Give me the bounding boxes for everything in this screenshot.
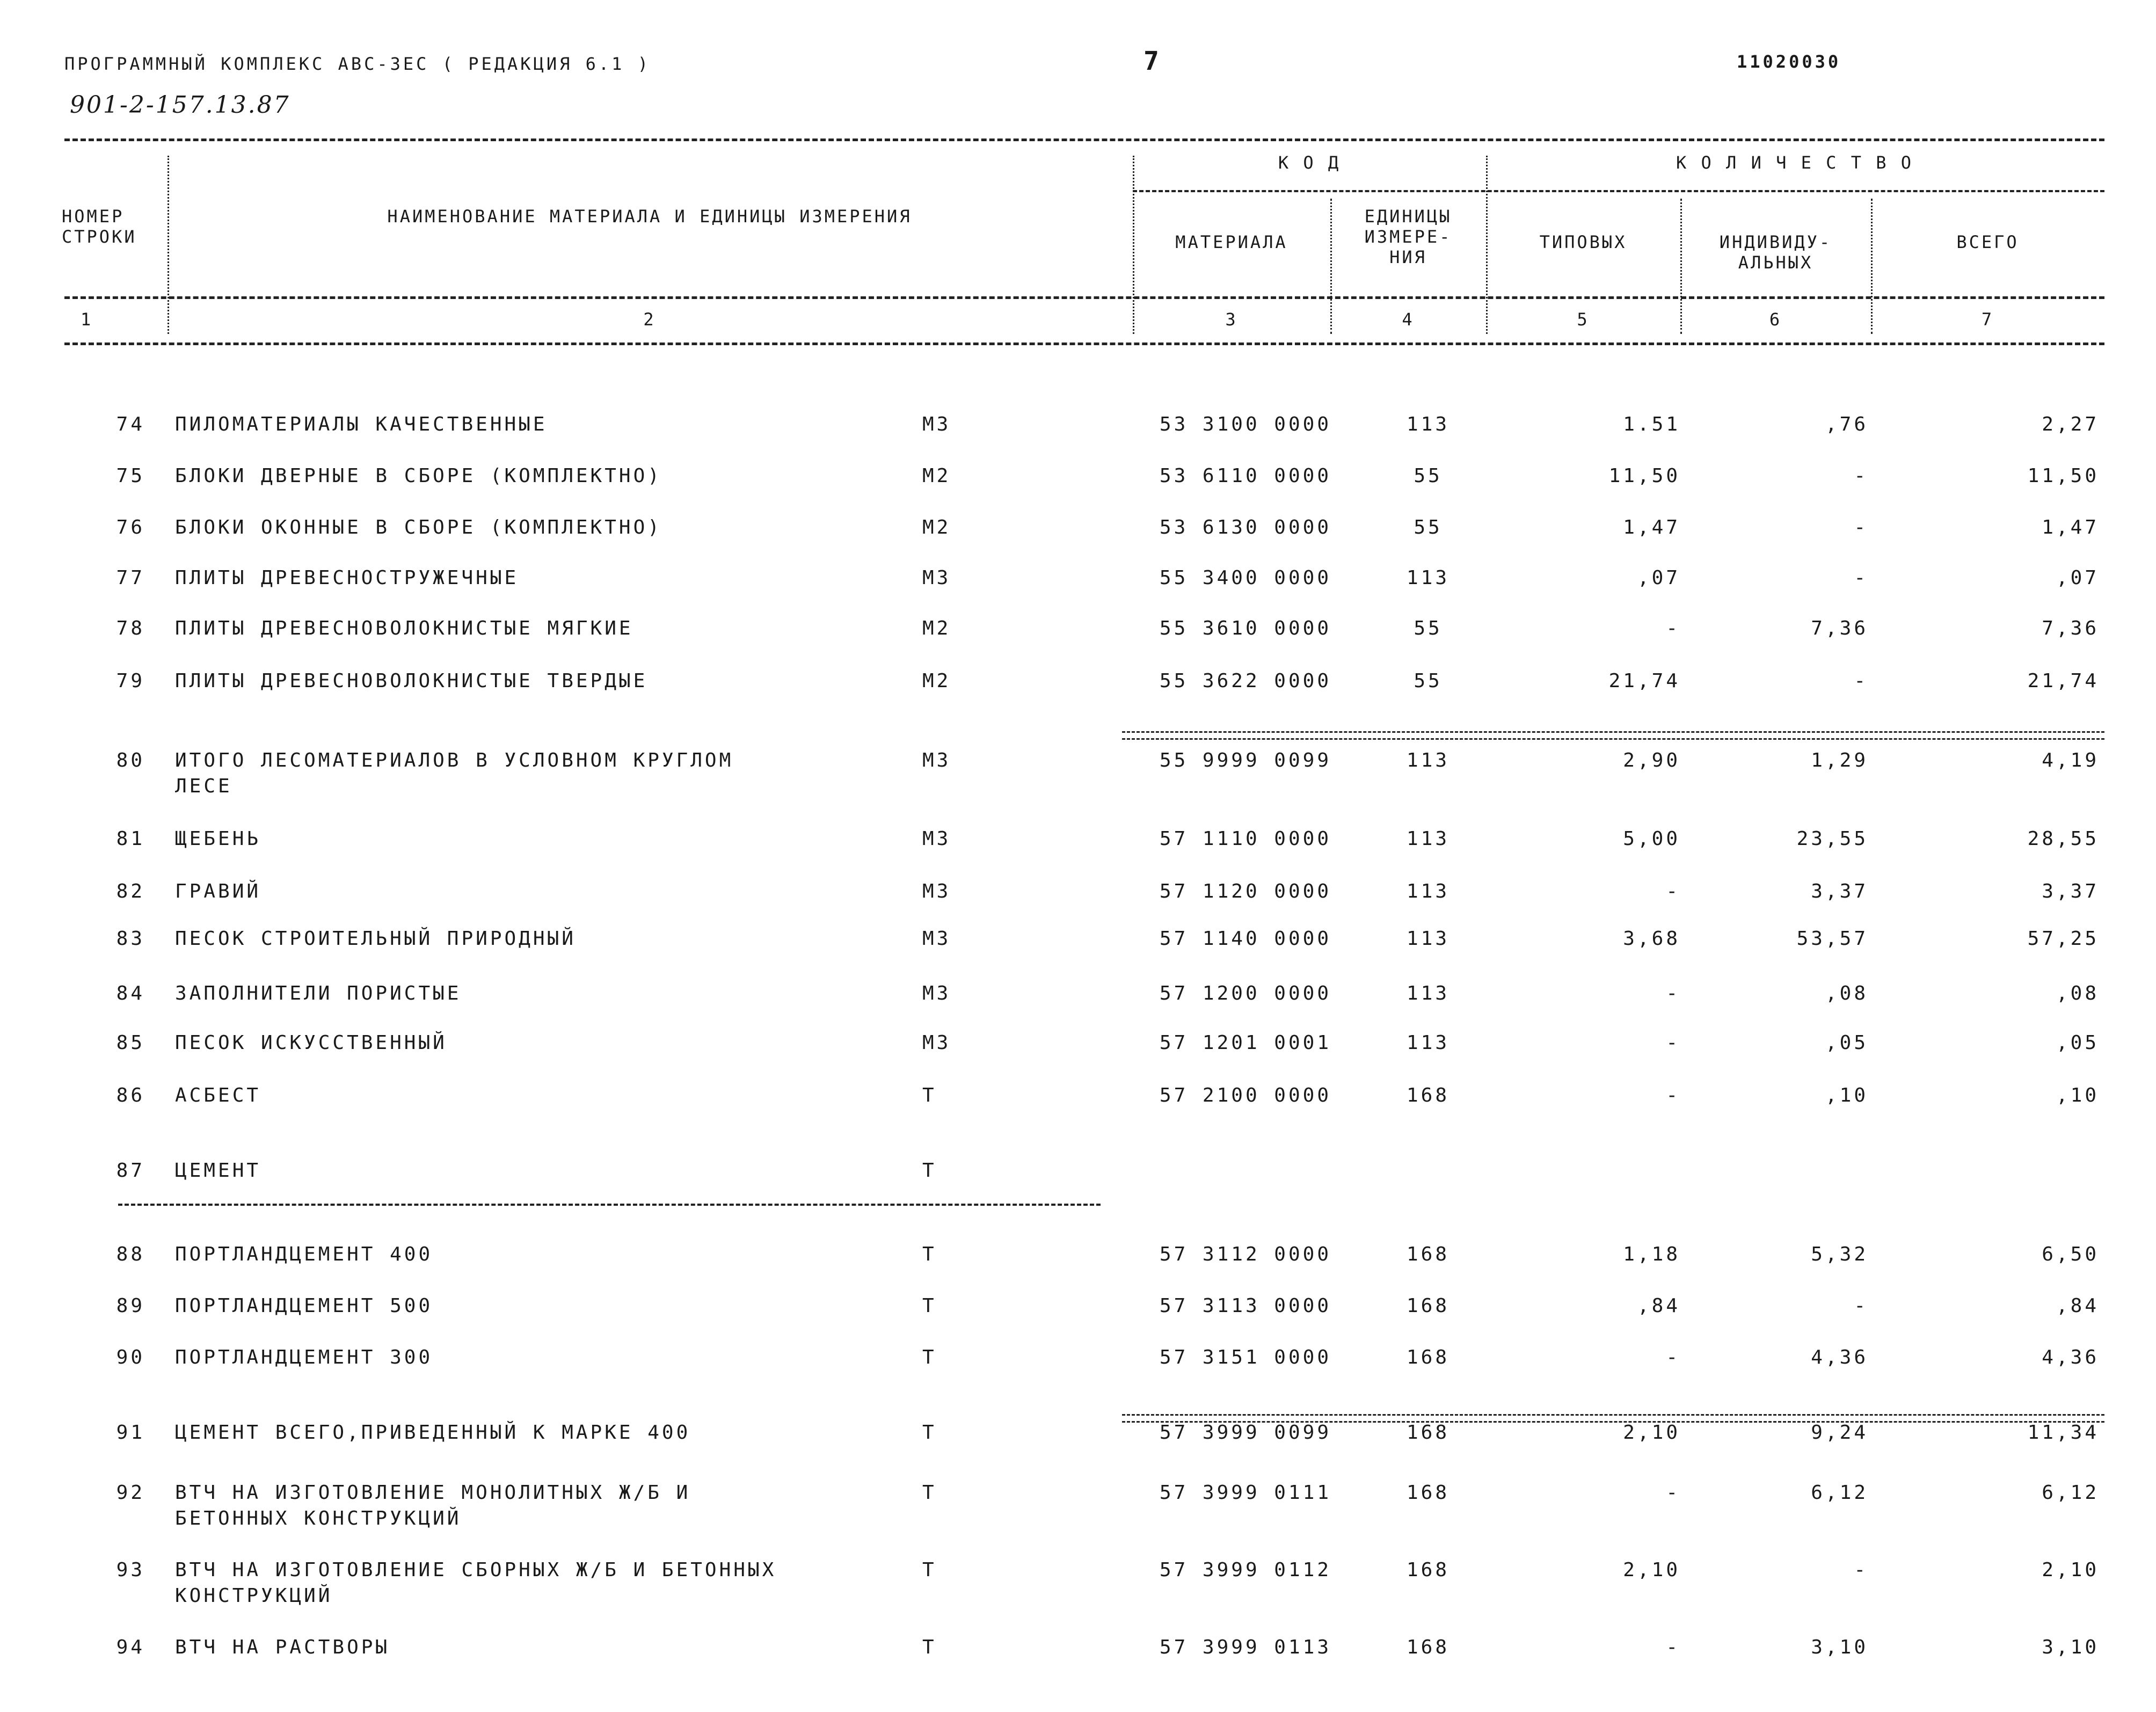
unit-name: М3 [922, 1032, 951, 1054]
unit-code: 113 [1406, 413, 1450, 435]
unit-name: Т [922, 1636, 937, 1658]
typical-qty: - [1666, 1346, 1680, 1368]
total-qty: 7,36 [2042, 617, 2099, 639]
total-qty: 4,36 [2042, 1346, 2099, 1368]
header-mid-rule [64, 296, 2104, 299]
typical-qty: 2,10 [1623, 1422, 1680, 1444]
total-qty: 2,27 [2042, 413, 2099, 435]
unit-name: М3 [922, 828, 951, 850]
unit-code: 55 [1414, 465, 1443, 487]
individual-qty: ,05 [1825, 1032, 1868, 1054]
unit-name: Т [922, 1559, 937, 1581]
material-code: 55 9999 0099 [1159, 749, 1331, 771]
typical-qty: 5,00 [1623, 828, 1680, 850]
material-name: БЛОКИ ДВЕРНЫЕ В СБОРЕ (КОМПЛЕКТНО) [175, 465, 662, 487]
material-name: ЩЕБЕНЬ [175, 828, 261, 850]
material-code: 57 3113 0000 [1159, 1295, 1331, 1317]
col-2-header: НАИМЕНОВАНИЕ МАТЕРИАЛА И ЕДИНИЦЫ ИЗМЕРЕНИЯ [387, 206, 912, 227]
individual-qty: - [1854, 516, 1868, 538]
total-qty: ,05 [2056, 1032, 2099, 1054]
group-header-code: К О Д [1278, 152, 1341, 173]
individual-qty: 6,12 [1811, 1482, 1868, 1504]
unit-code: 168 [1406, 1084, 1450, 1106]
material-name: ПЛИТЫ ДРЕВЕСНОВОЛОКНИСТЫЕ МЯГКИЕ [175, 617, 633, 639]
col-number: 3 [1225, 309, 1238, 330]
row-number: 83 [116, 928, 145, 950]
unit-name: Т [922, 1084, 937, 1106]
material-code: 57 3999 0099 [1159, 1422, 1331, 1444]
row-number: 90 [116, 1346, 145, 1368]
material-name: ПЛИТЫ ДРЕВЕСНОСТРУЖЕЧНЫЕ [175, 567, 519, 589]
total-qty: ,07 [2056, 567, 2099, 589]
material-name: ЦЕМЕНТ [175, 1160, 261, 1182]
individual-qty: 5,32 [1811, 1243, 1868, 1265]
unit-code: 168 [1406, 1243, 1450, 1265]
material-code: 57 1201 0001 [1159, 1032, 1331, 1054]
row-number: 80 [116, 749, 145, 771]
total-qty: 21,74 [2027, 670, 2099, 692]
row-number: 74 [116, 413, 145, 435]
row-number: 87 [116, 1160, 145, 1182]
unit-code: 55 [1414, 617, 1443, 639]
row-number: 88 [116, 1243, 145, 1265]
material-code: 57 3112 0000 [1159, 1243, 1331, 1265]
unit-code: 168 [1406, 1559, 1450, 1581]
col-6-header: ИНДИВИДУ- АЛЬНЫХ [1719, 232, 1832, 273]
material-code: 57 2100 0000 [1159, 1084, 1331, 1106]
column-separator [167, 156, 169, 334]
typical-qty: - [1666, 1084, 1680, 1106]
typical-qty: - [1666, 982, 1680, 1004]
individual-qty: - [1854, 670, 1868, 692]
unit-name: М3 [922, 880, 951, 902]
col-4-header: ЕДИНИЦЫ ИЗМЕРЕ- НИЯ [1364, 206, 1452, 267]
col-7-header: ВСЕГО [1956, 232, 2019, 252]
unit-name: Т [922, 1482, 937, 1504]
individual-qty: 53,57 [1796, 928, 1868, 950]
row-number: 81 [116, 828, 145, 850]
typical-qty: 21,74 [1608, 670, 1680, 692]
material-code: 55 3610 0000 [1159, 617, 1331, 639]
material-code: 53 6130 0000 [1159, 516, 1331, 538]
unit-name: Т [922, 1346, 937, 1368]
individual-qty: 4,36 [1811, 1346, 1868, 1368]
individual-qty: 1,29 [1811, 749, 1868, 771]
material-code: 57 1140 0000 [1159, 928, 1331, 950]
material-code: 55 3622 0000 [1159, 670, 1331, 692]
row-number: 76 [116, 516, 145, 538]
typical-qty: - [1666, 617, 1680, 639]
typical-qty: 1,18 [1623, 1243, 1680, 1265]
col-number: 4 [1402, 309, 1415, 330]
col-number: 7 [1981, 309, 1994, 330]
unit-code: 113 [1406, 880, 1450, 902]
typical-qty: 3,68 [1623, 928, 1680, 950]
total-qty: 4,19 [2042, 749, 2099, 771]
total-qty: 11,34 [2027, 1422, 2099, 1444]
document-code: 11020030 [1737, 52, 1841, 72]
material-code: 57 3999 0113 [1159, 1636, 1331, 1658]
total-qty: 3,10 [2042, 1636, 2099, 1658]
unit-name: М3 [922, 928, 951, 950]
unit-code: 113 [1406, 1032, 1450, 1054]
typical-qty: - [1666, 1482, 1680, 1504]
unit-name: М3 [922, 749, 951, 771]
material-code: 53 6110 0000 [1159, 465, 1331, 487]
material-code: 57 3999 0112 [1159, 1559, 1331, 1581]
unit-name: Т [922, 1295, 937, 1317]
row-number: 92 [116, 1482, 145, 1504]
unit-code: 168 [1406, 1636, 1450, 1658]
material-name: ПИЛОМАТЕРИАЛЫ КАЧЕСТВЕННЫЕ [175, 413, 548, 435]
unit-code: 168 [1406, 1422, 1450, 1444]
header-group-rule [1133, 190, 2104, 192]
col-5-header: ТИПОВЫХ [1539, 232, 1627, 252]
unit-code: 113 [1406, 982, 1450, 1004]
typical-qty: 1,47 [1623, 516, 1680, 538]
material-name: БЕТОННЫХ КОНСТРУКЦИЙ [175, 1507, 462, 1529]
total-qty: 2,10 [2042, 1559, 2099, 1581]
row-number: 94 [116, 1636, 145, 1658]
total-qty: 6,12 [2042, 1482, 2099, 1504]
material-code: 57 3999 0111 [1159, 1482, 1331, 1504]
material-name: ПОРТЛАНДЦЕМЕНТ 500 [175, 1295, 433, 1317]
typical-qty: 1.51 [1623, 413, 1680, 435]
unit-code: 55 [1414, 670, 1443, 692]
material-name: АСБЕСТ [175, 1084, 261, 1106]
col-number: 6 [1769, 309, 1782, 330]
group-header-quantity: К О Л И Ч Е С Т В О [1676, 152, 1914, 173]
unit-name: М2 [922, 516, 951, 538]
row-number: 89 [116, 1295, 145, 1317]
material-name: ПОРТЛАНДЦЕМЕНТ 300 [175, 1346, 433, 1368]
row-number: 85 [116, 1032, 145, 1054]
typical-qty: 2,10 [1623, 1559, 1680, 1581]
individual-qty: ,10 [1825, 1084, 1868, 1106]
material-code: 57 1120 0000 [1159, 880, 1331, 902]
individual-qty: - [1854, 1295, 1868, 1317]
individual-qty: ,76 [1825, 413, 1868, 435]
total-qty: 1,47 [2042, 516, 2099, 538]
unit-code: 55 [1414, 516, 1443, 538]
total-qty: 3,37 [2042, 880, 2099, 902]
material-name: ПОРТЛАНДЦЕМЕНТ 400 [175, 1243, 433, 1265]
individual-qty: ,08 [1825, 982, 1868, 1004]
col-3-header: МАТЕРИАЛА [1175, 232, 1288, 252]
unit-code: 168 [1406, 1346, 1450, 1368]
row-number: 86 [116, 1084, 145, 1106]
material-name: ЗАПОЛНИТЕЛИ ПОРИСТЫЕ [175, 982, 462, 1004]
col-number: 1 [81, 309, 93, 330]
material-name: ИТОГО ЛЕСОМАТЕРИАЛОВ В УСЛОВНОМ КРУГЛОМ [175, 749, 734, 771]
material-name: ПЕСОК ИСКУССТВЕННЫЙ [175, 1032, 447, 1054]
row-number: 84 [116, 982, 145, 1004]
individual-qty: 3,10 [1811, 1636, 1868, 1658]
material-code: 57 1110 0000 [1159, 828, 1331, 850]
material-name: БЛОКИ ОКОННЫЕ В СБОРЕ (КОМПЛЕКТНО) [175, 516, 662, 538]
total-qty: 11,50 [2027, 465, 2099, 487]
total-qty: ,84 [2056, 1295, 2099, 1317]
total-qty: 6,50 [2042, 1243, 2099, 1265]
handwritten-reference: 901-2-157.13.87 [70, 91, 290, 119]
typical-qty: - [1666, 880, 1680, 902]
total-qty: 28,55 [2027, 828, 2099, 850]
unit-name: М2 [922, 670, 951, 692]
individual-qty: - [1854, 1559, 1868, 1581]
header-bottom-rule [64, 343, 2104, 345]
row-number: 77 [116, 567, 145, 589]
material-code: 53 3100 0000 [1159, 413, 1331, 435]
typical-qty: - [1666, 1636, 1680, 1658]
material-name: ЦЕМЕНТ ВСЕГО,ПРИВЕДЕННЫЙ К МАРКЕ 400 [175, 1422, 691, 1444]
total-qty: ,10 [2056, 1084, 2099, 1106]
individual-qty: - [1854, 465, 1868, 487]
col-number: 2 [643, 309, 656, 330]
unit-name: Т [922, 1243, 937, 1265]
unit-name: М3 [922, 413, 951, 435]
individual-qty: 3,37 [1811, 880, 1868, 902]
typical-qty: ,07 [1637, 567, 1680, 589]
material-name: КОНСТРУКЦИЙ [175, 1585, 333, 1607]
unit-code: 113 [1406, 928, 1450, 950]
unit-name: М2 [922, 465, 951, 487]
individual-qty: - [1854, 567, 1868, 589]
col-number: 5 [1577, 309, 1590, 330]
material-name: ПЛИТЫ ДРЕВЕСНОВОЛОКНИСТЫЕ ТВЕРДЫЕ [175, 670, 648, 692]
row-number: 75 [116, 465, 145, 487]
header-top-rule [64, 139, 2104, 141]
program-title: ПРОГРАММНЫЙ КОМПЛЕКС АВС-ЗЕС ( РЕДАКЦИЯ 6.1 ) [64, 54, 651, 74]
unit-code: 113 [1406, 567, 1450, 589]
unit-code: 168 [1406, 1295, 1450, 1317]
typical-qty: 2,90 [1623, 749, 1680, 771]
row-number: 93 [116, 1559, 145, 1581]
material-name: ГРАВИЙ [175, 880, 261, 902]
unit-code: 113 [1406, 749, 1450, 771]
material-name: ВТЧ НА РАСТВОРЫ [175, 1636, 390, 1658]
material-name: ВТЧ НА ИЗГОТОВЛЕНИЕ МОНОЛИТНЫХ Ж/Б И [175, 1482, 691, 1504]
unit-code: 168 [1406, 1482, 1450, 1504]
typical-qty: ,84 [1637, 1295, 1680, 1317]
individual-qty: 23,55 [1796, 828, 1868, 850]
row-number: 79 [116, 670, 145, 692]
unit-name: М3 [922, 567, 951, 589]
row-number: 78 [116, 617, 145, 639]
subtotal-rule [1122, 731, 2104, 740]
unit-name: Т [922, 1160, 937, 1182]
unit-code: 113 [1406, 828, 1450, 850]
unit-name: М2 [922, 617, 951, 639]
row-number: 91 [116, 1422, 145, 1444]
individual-qty: 7,36 [1811, 617, 1868, 639]
individual-qty: 9,24 [1811, 1422, 1868, 1444]
material-name: ЛЕСЕ [175, 775, 232, 797]
unit-name: Т [922, 1422, 937, 1444]
material-name: ВТЧ НА ИЗГОТОВЛЕНИЕ СБОРНЫХ Ж/Б И БЕТОННЫХ [175, 1559, 777, 1581]
typical-qty: 11,50 [1608, 465, 1680, 487]
material-code: 57 1200 0000 [1159, 982, 1331, 1004]
row-number: 82 [116, 880, 145, 902]
material-code: 57 3151 0000 [1159, 1346, 1331, 1368]
page-number: 7 [1143, 46, 1159, 76]
total-qty: ,08 [2056, 982, 2099, 1004]
material-name: ПЕСОК СТРОИТЕЛЬНЫЙ ПРИРОДНЫЙ [175, 928, 576, 950]
unit-name: М3 [922, 982, 951, 1004]
col-1-header: НОМЕР СТРОКИ [62, 206, 137, 247]
material-code: 55 3400 0000 [1159, 567, 1331, 589]
section-rule [118, 1204, 1101, 1206]
typical-qty: - [1666, 1032, 1680, 1054]
total-qty: 57,25 [2027, 928, 2099, 950]
